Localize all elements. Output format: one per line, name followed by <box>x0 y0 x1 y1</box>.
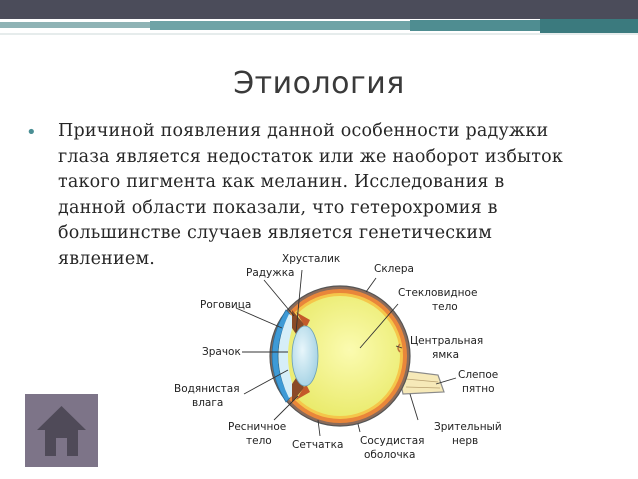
label-optic-nerve: Зрительный <box>434 421 502 433</box>
eye-diagram <box>170 248 520 473</box>
label-lens: Хрусталик <box>282 253 341 265</box>
stripe <box>150 21 410 30</box>
label-sclera: Склера <box>374 263 414 275</box>
label-fovea-2: ямка <box>432 349 460 361</box>
label-cornea: Роговица <box>200 299 252 311</box>
header-shadow <box>0 33 638 35</box>
label-ciliary-body: Ресничное <box>228 421 287 433</box>
label-iris: Радужка <box>246 267 295 279</box>
label-fovea: Центральная <box>410 335 484 347</box>
label-aqueous-humour-2: влага <box>192 397 224 409</box>
label-optic-nerve-2: нерв <box>452 435 479 447</box>
label-aqueous-humour: Водянистая <box>174 383 240 395</box>
header-stripes <box>0 19 638 33</box>
slide-title: Этиология <box>233 66 405 101</box>
home-button[interactable] <box>25 394 98 467</box>
label-blind-spot: Слепое <box>458 369 499 381</box>
label-vitreous-body-2: тело <box>432 301 458 313</box>
bullet-icon: • <box>26 122 37 143</box>
label-pupil: Зрачок <box>202 346 241 358</box>
label-blind-spot-2: пятно <box>462 383 495 395</box>
bullet-text: Причиной появления данной особенности радужки глаза является недостаток или же наоборот избыток такого пигмента как меланин. Исследования в данной области показали, что гетерохромия в большинстве случаев является генетическим явлением. <box>58 121 564 269</box>
label-retina: Сетчатка <box>292 439 344 451</box>
stripe <box>410 20 540 31</box>
label-vitreous-body: Стекловидное <box>398 287 478 299</box>
stripe <box>540 19 638 33</box>
label-ciliary-body-2: тело <box>246 435 272 447</box>
lens <box>292 326 318 386</box>
header-band <box>0 0 638 19</box>
home-icon <box>25 394 98 467</box>
stripe <box>0 22 150 28</box>
label-choroid: Сосудистая <box>360 435 425 447</box>
label-choroid-2: оболочка <box>364 449 416 461</box>
